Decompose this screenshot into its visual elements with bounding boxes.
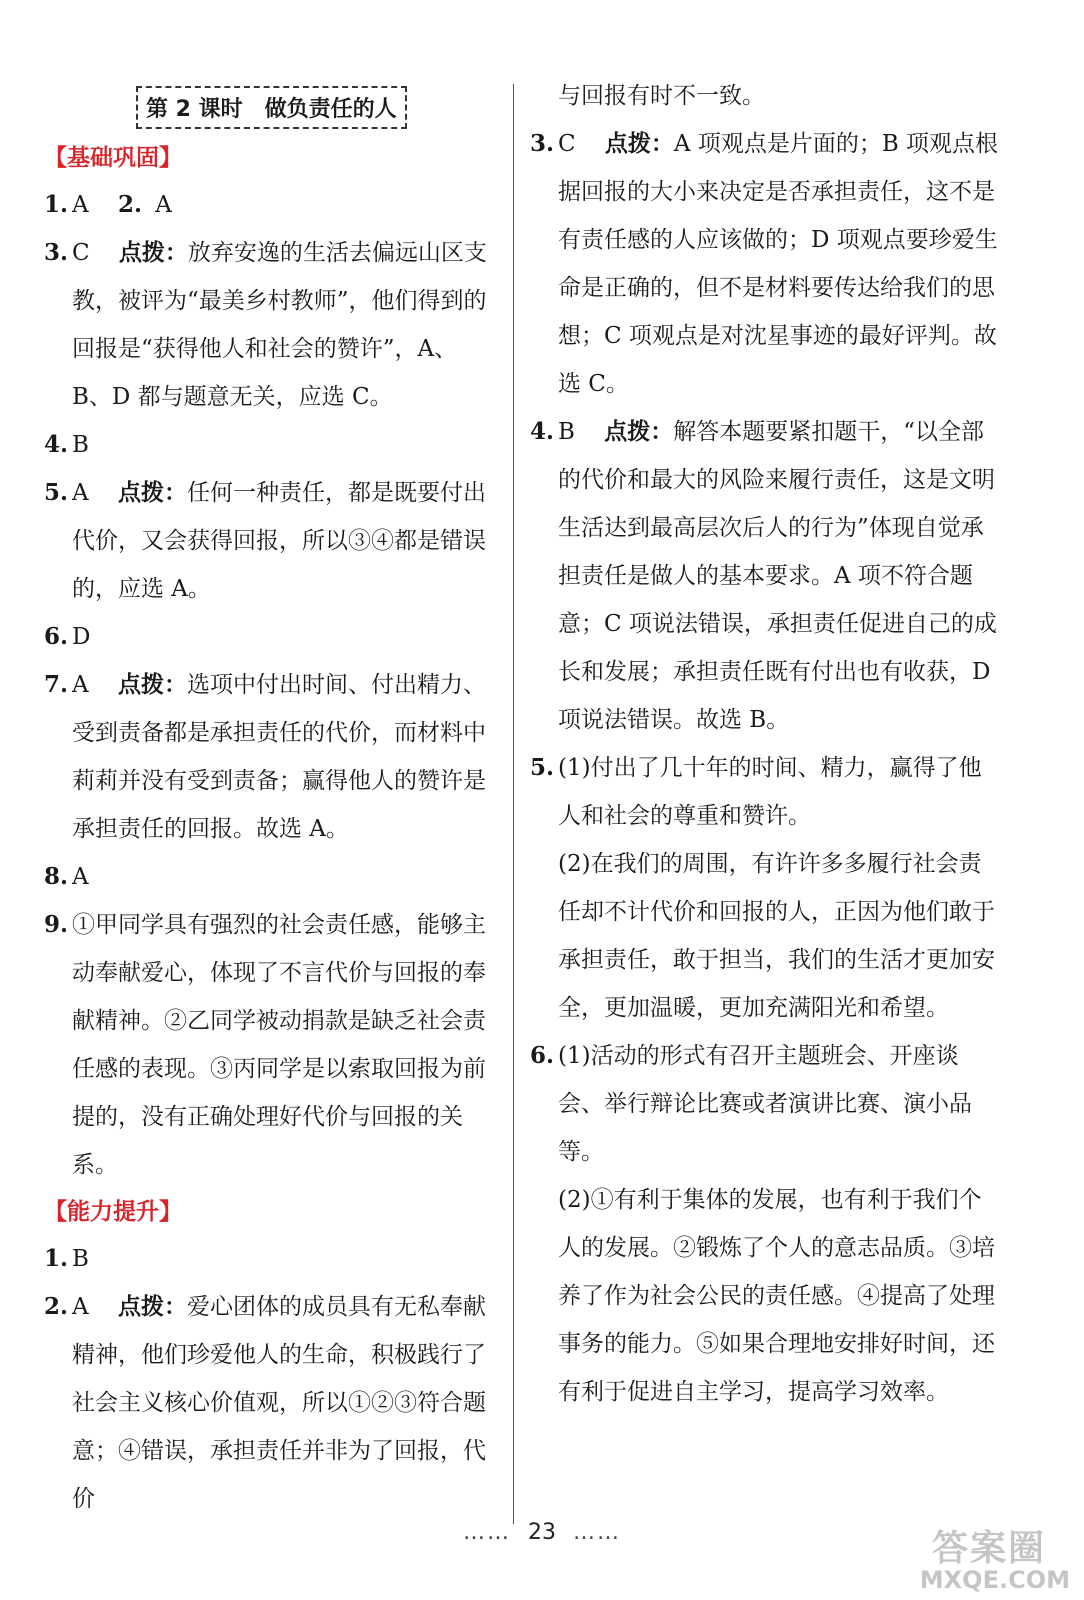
item-answer: C [72, 240, 90, 266]
item-number: 7. [44, 671, 69, 698]
item-explanation: 解答本题要紧扣题干，“以全部的代价和最大的风险来履行责任，这是文明生活达到最高层次后人的行为”体现自觉承担责任是做人的基本要求。A 项不符合题意；C 项说法错误，承担责任促进自己的成长和发展；承担责任既有付出也有收获，D 项说法错误。故选 B。 [558, 419, 997, 733]
answer-item-b1 [44, 1235, 494, 1283]
item-number: 2. [117, 191, 142, 218]
tip-label: 点拨： [117, 671, 187, 698]
tip-label: 点拨： [604, 418, 674, 445]
item-explanation: ①甲同学具有强烈的社会责任感，能够主动奉献爱心，体现了不言代价与回报的奉献精神。②乙同学被动捐款是缺乏社会责任感的表现。③丙同学是以索取回报为前提的，没有正确处理好代价与回报的关系。 [72, 912, 486, 1178]
item-explanation: 爱心团体的成员具有无私奉献精神，他们珍爱他人的生命，积极践行了社会主义核心价值观，所以①②③符合题意；④错误，承担责任并非为了回报，代价 [72, 1294, 486, 1512]
site-watermark [896, 1520, 1076, 1594]
item-number: 3. [530, 130, 555, 157]
tip-label: 点拨： [117, 1293, 187, 1320]
item-part-1: (1)付出了几十年的时间、精力，赢得了他人和社会的尊重和赞许。 [558, 755, 982, 829]
lesson-title: 第 2 课时 做负责任的人 [136, 86, 407, 129]
item-answer: B [72, 432, 89, 458]
item-part-1: (1)活动的形式有召开主题班会、开座谈会、举行辩论比赛或者演讲比赛、演小品等。 [558, 1043, 972, 1165]
item-answer: B [72, 1246, 89, 1272]
item-number: 4. [530, 418, 555, 445]
item-explanation: A 项观点是片面的；B 项观点根据回报的大小来决定是否承担责任，这不是有责任感的人应该做的；D 项观点要珍爱生命是正确的，但不是材料要传达给我们的思想；C 项观点是对沈星事迹的最好评判。故选 C。 [558, 131, 999, 397]
left-column [44, 72, 494, 1523]
item-answer: A [72, 192, 89, 218]
item-answer: B [558, 419, 575, 445]
answer-item-8 [44, 853, 494, 901]
item-number: 1. [44, 191, 69, 218]
item-explanation: 任何一种责任，都是既要付出代价，又会获得回报，所以③④都是错误的，应选 A。 [72, 480, 486, 602]
answer-item-9 [44, 901, 494, 1189]
answer-item-b4 [530, 408, 1000, 744]
answer-item-1-2 [44, 181, 494, 229]
item-answer: A [72, 864, 89, 890]
item-answer: C [558, 131, 576, 157]
item-part-2: (2)①有利于集体的发展，也有利于我们个人的发展。②锻炼了个人的意志品质。③培养了作为社会公民的责任感。④提高了处理事务的能力。⑤如果合理地安排好时间，还有利于促进自主学习，提高学习效率。 [558, 1187, 995, 1405]
item-number: 9. [44, 911, 69, 938]
section-heading-basic: 【基础巩固】 [44, 145, 182, 171]
answer-item-b5 [530, 744, 1000, 1032]
column-divider [513, 84, 514, 1524]
item-part-2: (2)在我们的周围，有许许多多履行社会责任却不计代价和回报的人，正因为他们敢于承担责任，敢于担当，我们的生活才更加安全，更加温暖，更加充满阳光和希望。 [558, 851, 995, 1021]
continued-text: 与回报有时不一致。 [558, 83, 765, 109]
item-number: 6. [530, 1042, 555, 1069]
item-answer: A [72, 672, 89, 698]
item-explanation: 放弃安逸的生活去偏远山区支教，被评为“最美乡村教师”，他们得到的回报是“获得他人和社会的赞许”，A、B、D 都与题意无关，应选 C。 [72, 240, 487, 410]
answer-item-b6 [530, 1032, 1000, 1416]
answer-item-3 [44, 229, 494, 421]
item-answer: A [72, 480, 89, 506]
item-answer: A [72, 1294, 89, 1320]
answer-item-4 [44, 421, 494, 469]
watermark-url: MXQE.COM [919, 1566, 1070, 1594]
footer-dots-right: …… [573, 1520, 621, 1545]
tip-label: 点拨： [117, 479, 187, 506]
answer-item-b2 [44, 1283, 494, 1523]
item-number: 1. [44, 1245, 69, 1272]
item-number: 4. [44, 431, 69, 458]
item-number: 3. [44, 239, 69, 266]
footer-dots-left: …… [463, 1520, 511, 1545]
page-number: 23 [528, 1520, 556, 1545]
answer-item-6 [44, 613, 494, 661]
watermark-logo-text: 答案圈 [931, 1528, 1046, 1569]
item-answer: A [155, 192, 172, 218]
answer-item-b3 [530, 120, 1000, 408]
section-heading-advanced: 【能力提升】 [44, 1199, 182, 1225]
tip-label: 点拨： [604, 130, 674, 157]
answer-item-5 [44, 469, 494, 613]
item-number: 6. [44, 623, 69, 650]
item-number: 5. [530, 754, 555, 781]
tip-label: 点拨： [118, 239, 188, 266]
item-explanation: 选项中付出时间、付出精力、受到责备都是承担责任的代价，而材料中莉莉并没有受到责备；赢得他人的赞许是承担责任的回报。故选 A。 [72, 672, 486, 842]
item-number: 2. [44, 1293, 69, 1320]
answer-item-7 [44, 661, 494, 853]
right-column [530, 72, 1000, 1416]
item-number: 5. [44, 479, 69, 506]
item-number: 8. [44, 863, 69, 890]
item-answer: D [72, 624, 91, 650]
